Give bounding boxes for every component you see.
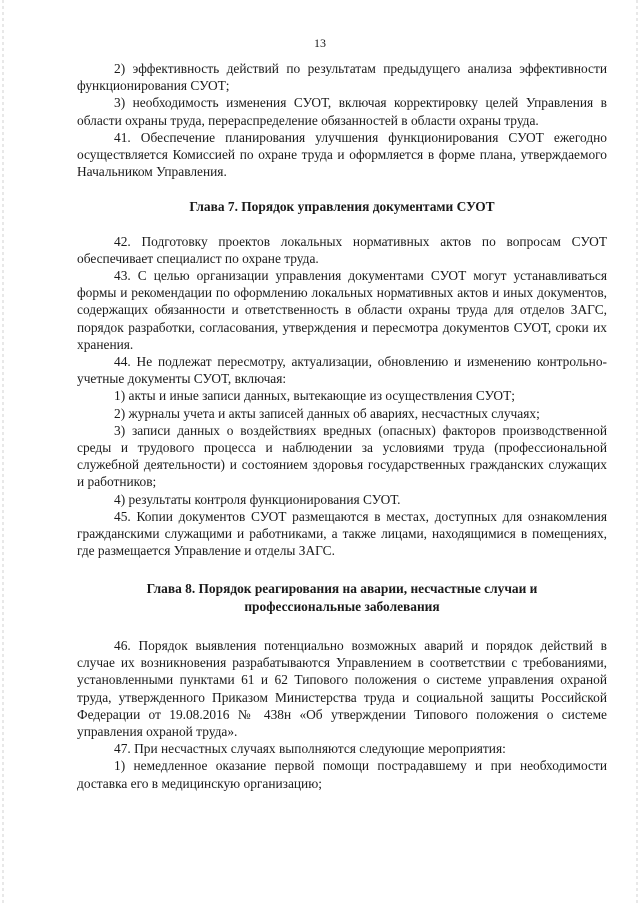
paragraph-44-item-4: 4) результаты контроля функционирования СУОТ.: [114, 491, 401, 507]
chapter-8-heading-line-1: Глава 8. Порядок реагирования на аварии, несчастные случаи и: [146, 581, 538, 597]
paragraph-45: 45. Копии документов СУОТ размещаются в местах, доступных для ознакомления гражданскими служащими и работниками, а также лицами, находящимися в помещениях, где размещается Управление и отделы ЗАГС.: [77, 508, 607, 559]
paragraph-44-item-2: 2) журналы учета и акты записей данных об авариях, несчастных случаях;: [114, 405, 540, 421]
paragraph-42: 42. Подготовку проектов локальных нормативных актов по вопросам СУОТ обеспечивает специалист по охране труда.: [77, 233, 607, 266]
paragraph-43: 43. С целью организации управления документами СУОТ могут устанавливаться формы и рекомендации по оформлению локальных нормативных актов и иных документов, содержащих обязанности и ответственность в области охраны труда для отделов ЗАГС, порядок разработки, согласования, утверждения и пересмотра документов СУОТ, сроки их хранения.: [77, 268, 607, 352]
chapter-7-heading: Глава 7. Порядок управления документами СУОТ: [189, 199, 495, 215]
paragraph-46: 46. Порядок выявления потенциально возможных аварий и порядок действий в случае их возникновения разрабатываются Управлением в соответствии с требованиями, установленными пунктами 61 и 62 Типового положения о системе управления охраной труда, утвержденного Приказом Министерства труда и социальной защиты Российской Федерации от 19.08.2016 № 438н «Об утверждении Типового положения о системе управления охраной труда».: [77, 637, 607, 739]
paragraph-44-item-1: 1) акты и иные записи данных, вытекающие из осуществления СУОТ;: [114, 388, 515, 404]
scan-edge-right: [636, 0, 638, 905]
chapter-8-heading: [77, 580, 607, 614]
paragraph-47: 47. При несчастных случаях выполняются следующие мероприятия:: [114, 741, 506, 757]
page-number: 13: [314, 36, 326, 50]
paragraph-47-item-1: 1) немедленное оказание первой помощи пострадавшему и при необходимости доставка его в медицинскую организацию;: [77, 758, 607, 791]
paragraph-item-2: 2) эффективность действий по результатам предыдущего анализа эффективности функционирования СУОТ;: [77, 61, 607, 94]
scan-edge-left: [2, 0, 4, 905]
paragraph-item-3: 3) необходимость изменения СУОТ, включая корректировку целей Управления в области охраны труда, перераспределение обязанностей в области охраны труда.: [77, 95, 607, 128]
document-body: [77, 60, 607, 792]
paragraph-44: 44. Не подлежат пересмотру, актуализации, обновлению и изменению контрольно-учетные документы СУОТ, включая:: [77, 354, 607, 387]
paragraph-44-item-3: 3) записи данных о воздействиях вредных (опасных) факторов производственной среды и трудового процесса и наблюдении за условиями труда (профессиональной служебной деятельности) и состоянием здоровья государственных гражданских служащих и работников;: [77, 422, 607, 490]
chapter-8-heading-line-2: профессиональные заболевания: [244, 598, 440, 614]
paragraph-41: 41. Обеспечение планирования улучшения функционирования СУОТ ежегодно осуществляется Комиссией по охране труда и оформляется в форме плана, утверждаемого Начальником Управления.: [77, 129, 607, 180]
